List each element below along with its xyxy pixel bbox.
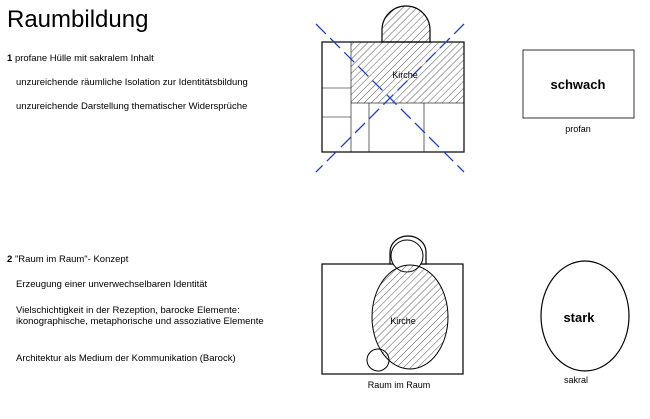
room-in-room-caption: Raum im Raum bbox=[367, 380, 431, 390]
section1-number: 1 bbox=[7, 53, 13, 64]
church-label-1: Kirche bbox=[392, 70, 418, 80]
section1-point-1: unzureichende räumliche Isolation zur Identitätsbildung bbox=[16, 77, 248, 88]
weak-label: schwach bbox=[550, 77, 606, 92]
diagram-2 bbox=[322, 236, 463, 390]
section2-point-2: Vielschichtigkeit in der Rezeption, barocke Elemente: ikonographische, metaphorische und assoziative Elemente bbox=[16, 305, 264, 327]
profane-caption: profan bbox=[565, 124, 591, 134]
section2-heading-text: "Raum im Raum"- Konzept bbox=[14, 254, 129, 265]
diagram-1 bbox=[316, 6, 464, 172]
section2-number: 2 bbox=[7, 254, 13, 265]
section1-heading-text: profane Hülle mit sakralem Inhalt bbox=[14, 53, 154, 64]
church-label-2: Kirche bbox=[390, 316, 416, 326]
strong-oval bbox=[541, 261, 629, 385]
sacred-caption: sakral bbox=[563, 375, 589, 385]
page-title: Raumbildung bbox=[7, 6, 149, 33]
apse-1 bbox=[382, 6, 430, 42]
weak-box bbox=[523, 50, 634, 134]
section1-point-2: unzureichende Darstellung thematischer Widersprüche bbox=[16, 101, 248, 112]
section2-point-1: Erzeugung einer unverwechselbaren Identität bbox=[16, 279, 208, 290]
strong-label: stark bbox=[563, 310, 595, 325]
section2-point-3: Architektur als Medium der Kommunikation (Barock) bbox=[16, 353, 236, 364]
